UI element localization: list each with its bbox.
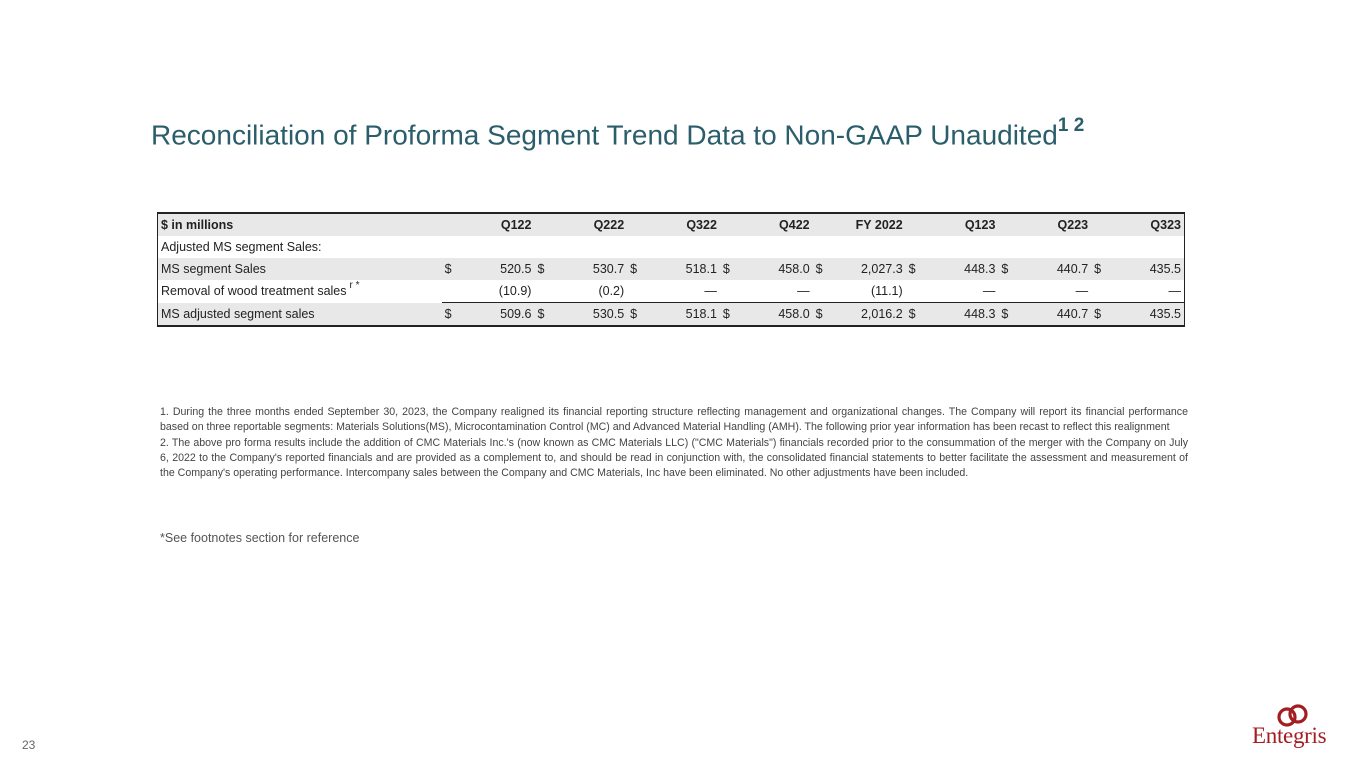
table-cell: 2,027.3 [832, 258, 905, 280]
footnote-reference: *See footnotes section for reference [160, 531, 360, 545]
table-cell: 440.7 [1018, 303, 1091, 327]
currency-symbol: $ [627, 303, 647, 327]
currency-symbol: $ [1091, 258, 1111, 280]
currency-symbol: $ [906, 258, 926, 280]
title-footnote-marks: 1 2 [1057, 115, 1085, 136]
table-cell: 509.6 [461, 303, 534, 327]
table-cell: 518.1 [647, 303, 720, 327]
currency-symbol: $ [998, 303, 1018, 327]
table-cell: (10.9) [498, 284, 532, 298]
logo-text: Entegris [1252, 723, 1327, 748]
table-cell: 2,016.2 [832, 303, 905, 327]
row-label: Adjusted MS segment Sales: [161, 240, 322, 254]
table-cell: 448.3 [925, 303, 998, 327]
currency-symbol: $ [442, 258, 462, 280]
table-cell: (0.2) [598, 284, 625, 298]
header-fy2022: FY 2022 [813, 213, 906, 236]
table-cell: 435.5 [1111, 258, 1185, 280]
footnote-1: 1. During the three months ended September 30, 2023, the Company realigned its financial reporting structure reflecting management and organizational changes. The Company will report its financial performance based on three reportable segments: Materials Solutions(MS), Microcontamination Control (MC) and Advanced Material Handling (AMH). The following prior year information has been recast to reflect this realignment [160, 406, 1188, 434]
table-cell: (11.1) [870, 284, 903, 298]
row-label-text: Removal of wood treatment sales [161, 284, 347, 299]
currency-symbol: $ [813, 303, 833, 327]
header-q223: Q223 [998, 213, 1091, 236]
footnotes [160, 405, 1188, 481]
header-q323: Q323 [1091, 213, 1184, 236]
currency-symbol: $ [720, 258, 740, 280]
header-q322: Q322 [627, 213, 720, 236]
reconciliation-table [157, 212, 1185, 327]
table-cell: — [1075, 284, 1089, 298]
currency-symbol: $ [442, 303, 462, 327]
currency-symbol: $ [627, 258, 647, 280]
currency-symbol: $ [998, 258, 1018, 280]
header-q123: Q123 [906, 213, 999, 236]
row-label: MS segment Sales [158, 258, 442, 280]
header-q422: Q422 [720, 213, 813, 236]
table-cell: 518.1 [647, 258, 720, 280]
footnote-2: 2. The above pro forma results include the addition of CMC Materials Inc.'s (now known as CMC Materials LLC) ("CMC Materials") financials recorded prior to the consummation of the merger with the Company on July 6, 2022 to the Company's reported financials and are provided as a complement to, and should be read in conjunction with, the consolidated financial statements to better facilitate the assessment and measurement of the Company's operating performance. Intercompany sales between the Company and CMC Materials, Inc have been eliminated. No other adjustments have been included. [160, 436, 1188, 480]
table-row [158, 280, 1185, 303]
currency-symbol: $ [906, 303, 926, 327]
row-label [158, 280, 442, 303]
currency-symbol: $ [813, 258, 833, 280]
table-cell: 530.5 [554, 303, 627, 327]
page-number: 23 [22, 738, 36, 752]
currency-symbol: $ [534, 303, 554, 327]
table-cell: — [1168, 284, 1181, 298]
table-cell: 440.7 [1018, 258, 1091, 280]
table-cell: 458.0 [740, 258, 813, 280]
table-row [158, 303, 1185, 327]
table-header-row [158, 213, 1185, 236]
table-row [158, 236, 1185, 258]
page-title-text: Reconciliation of Proforma Segment Trend Data to Non-GAAP Unaudited [151, 119, 1058, 151]
page-title [151, 115, 1085, 151]
header-q222: Q222 [534, 213, 627, 236]
table-row [158, 258, 1185, 280]
currency-symbol: $ [534, 258, 554, 280]
table-cell: — [704, 284, 717, 298]
currency-symbol: $ [720, 303, 740, 327]
header-q122: Q122 [442, 213, 535, 236]
currency-symbol: $ [1091, 303, 1111, 327]
table-cell: 520.5 [461, 258, 534, 280]
table-cell: — [797, 284, 810, 298]
table-cell: — [982, 284, 996, 298]
table-cell: 448.3 [925, 258, 998, 280]
footnote-mark: r * [349, 280, 360, 292]
table-cell: 458.0 [740, 303, 813, 327]
row-label: MS adjusted segment sales [158, 303, 442, 327]
entegris-logo [1252, 705, 1348, 755]
table-cell: 435.5 [1111, 303, 1185, 327]
table-cell: 530.7 [554, 258, 627, 280]
header-units: $ in millions [158, 213, 442, 236]
